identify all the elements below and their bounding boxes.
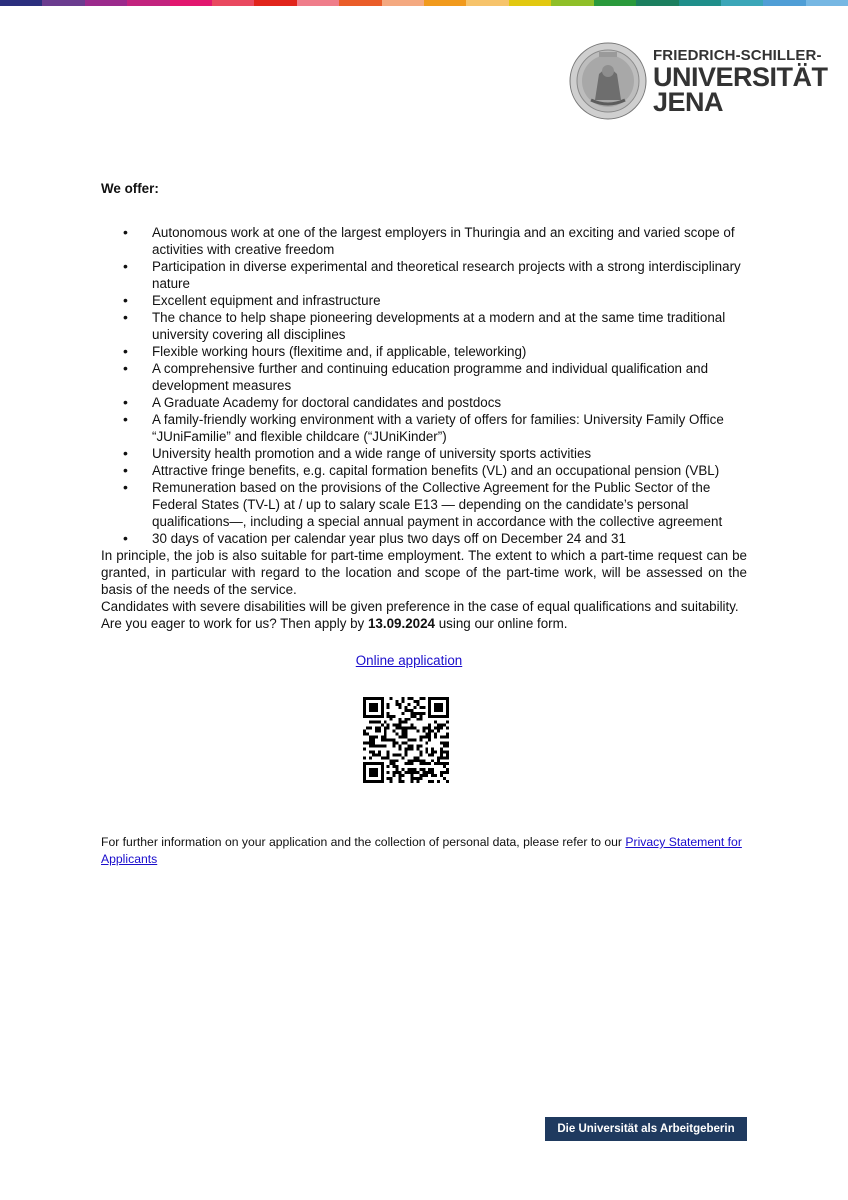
apply-text-after: using our online form.: [435, 616, 568, 631]
list-item: • A Graduate Academy for doctoral candidates and postdocs: [101, 394, 747, 411]
offer-heading: We offer:: [101, 181, 159, 196]
color-stripe-segment: [212, 0, 254, 6]
online-application-link[interactable]: Online application: [355, 653, 463, 668]
list-item: • The chance to help shape pioneering developments at a modern and at the same time traditional university covering all disciplines: [101, 309, 747, 343]
list-item: • Attractive fringe benefits, e.g. capital formation benefits (VL) and an occupational pension (VBL): [101, 462, 747, 479]
color-stripe-segment: [127, 0, 169, 6]
list-item: • A comprehensive further and continuing education programme and individual qualification and development measures: [101, 360, 747, 394]
color-stripe-segment: [339, 0, 381, 6]
color-stripe-segment: [806, 0, 848, 6]
list-item: • Remuneration based on the provisions of the Collective Agreement for the Public Sector of the Federal States (TV-L) at / up to salary scale E13 — depending on the candidate’s personal qualifications—, including a special annual payment in accordance with the collective agreement: [101, 479, 747, 530]
part-time-paragraph: In principle, the job is also suitable for part-time employment. The extent to which a part-time request can be granted, in particular with regard to the location and scope of the part-time work, will be assessed on the basis of the needs of the service.: [101, 548, 747, 597]
color-stripe-segment: [466, 0, 508, 6]
logo-line-1: FRIEDRICH-SCHILLER-: [653, 47, 822, 64]
list-item: • Flexible working hours (flexitime and, if applicable, teleworking): [101, 343, 747, 360]
color-stripe-segment: [509, 0, 551, 6]
color-stripe-segment: [721, 0, 763, 6]
disabilities-paragraph: Candidates with severe disabilities will be given preference in the case of equal qualifications and suitability.: [101, 599, 739, 614]
apply-paragraph: [101, 615, 747, 632]
privacy-info: [101, 834, 747, 867]
online-application-row: [101, 652, 747, 669]
apply-text-before: Are you eager to work for us? Then apply by: [101, 616, 368, 631]
logo-line-3: JENA: [653, 87, 724, 117]
color-stripe-segment: [424, 0, 466, 6]
color-stripe-header: [0, 0, 848, 6]
apply-deadline: 13.09.2024: [367, 616, 436, 631]
list-item: • Excellent equipment and infrastructure: [101, 292, 747, 309]
logo-line-2: UNIVERSITÄT: [653, 62, 828, 92]
list-item: • Autonomous work at one of the largest employers in Thuringia and an exciting and varied scope of activities with creative freedom: [101, 224, 747, 258]
list-item: • 30 days of vacation per calendar year plus two days off on December 24 and 31: [101, 530, 747, 547]
university-seal-icon: [569, 42, 647, 120]
list-item: • Participation in diverse experimental and theoretical research projects with a strong interdisciplinary nature: [101, 258, 747, 292]
qr-code-icon[interactable]: [363, 697, 449, 783]
color-stripe-segment: [42, 0, 84, 6]
color-stripe-segment: [594, 0, 636, 6]
list-item: • A family-friendly working environment with a variety of offers for families: University Family Office “JUniFamilie” and flexible childcare (“JUniKinder”): [101, 411, 747, 445]
color-stripe-segment: [85, 0, 127, 6]
privacy-info-text: For further information on your application and the collection of personal data, please refer to our: [101, 835, 626, 849]
color-stripe-segment: [551, 0, 593, 6]
list-item: • University health promotion and a wide range of university sports activities: [101, 445, 747, 462]
color-stripe-segment: [297, 0, 339, 6]
color-stripe-segment: [382, 0, 424, 6]
color-stripe-segment: [170, 0, 212, 6]
color-stripe-segment: [636, 0, 678, 6]
employer-badge[interactable]: Die Universität als Arbeitgeberin: [545, 1117, 747, 1141]
color-stripe-segment: [763, 0, 805, 6]
color-stripe-segment: [679, 0, 721, 6]
privacy-statement-link[interactable]: Privacy Statement for Applicants: [101, 835, 742, 866]
offer-list: [101, 224, 747, 547]
color-stripe-segment: [254, 0, 296, 6]
color-stripe-segment: [0, 0, 42, 6]
university-logo: [569, 42, 828, 120]
main-content: [101, 180, 747, 867]
